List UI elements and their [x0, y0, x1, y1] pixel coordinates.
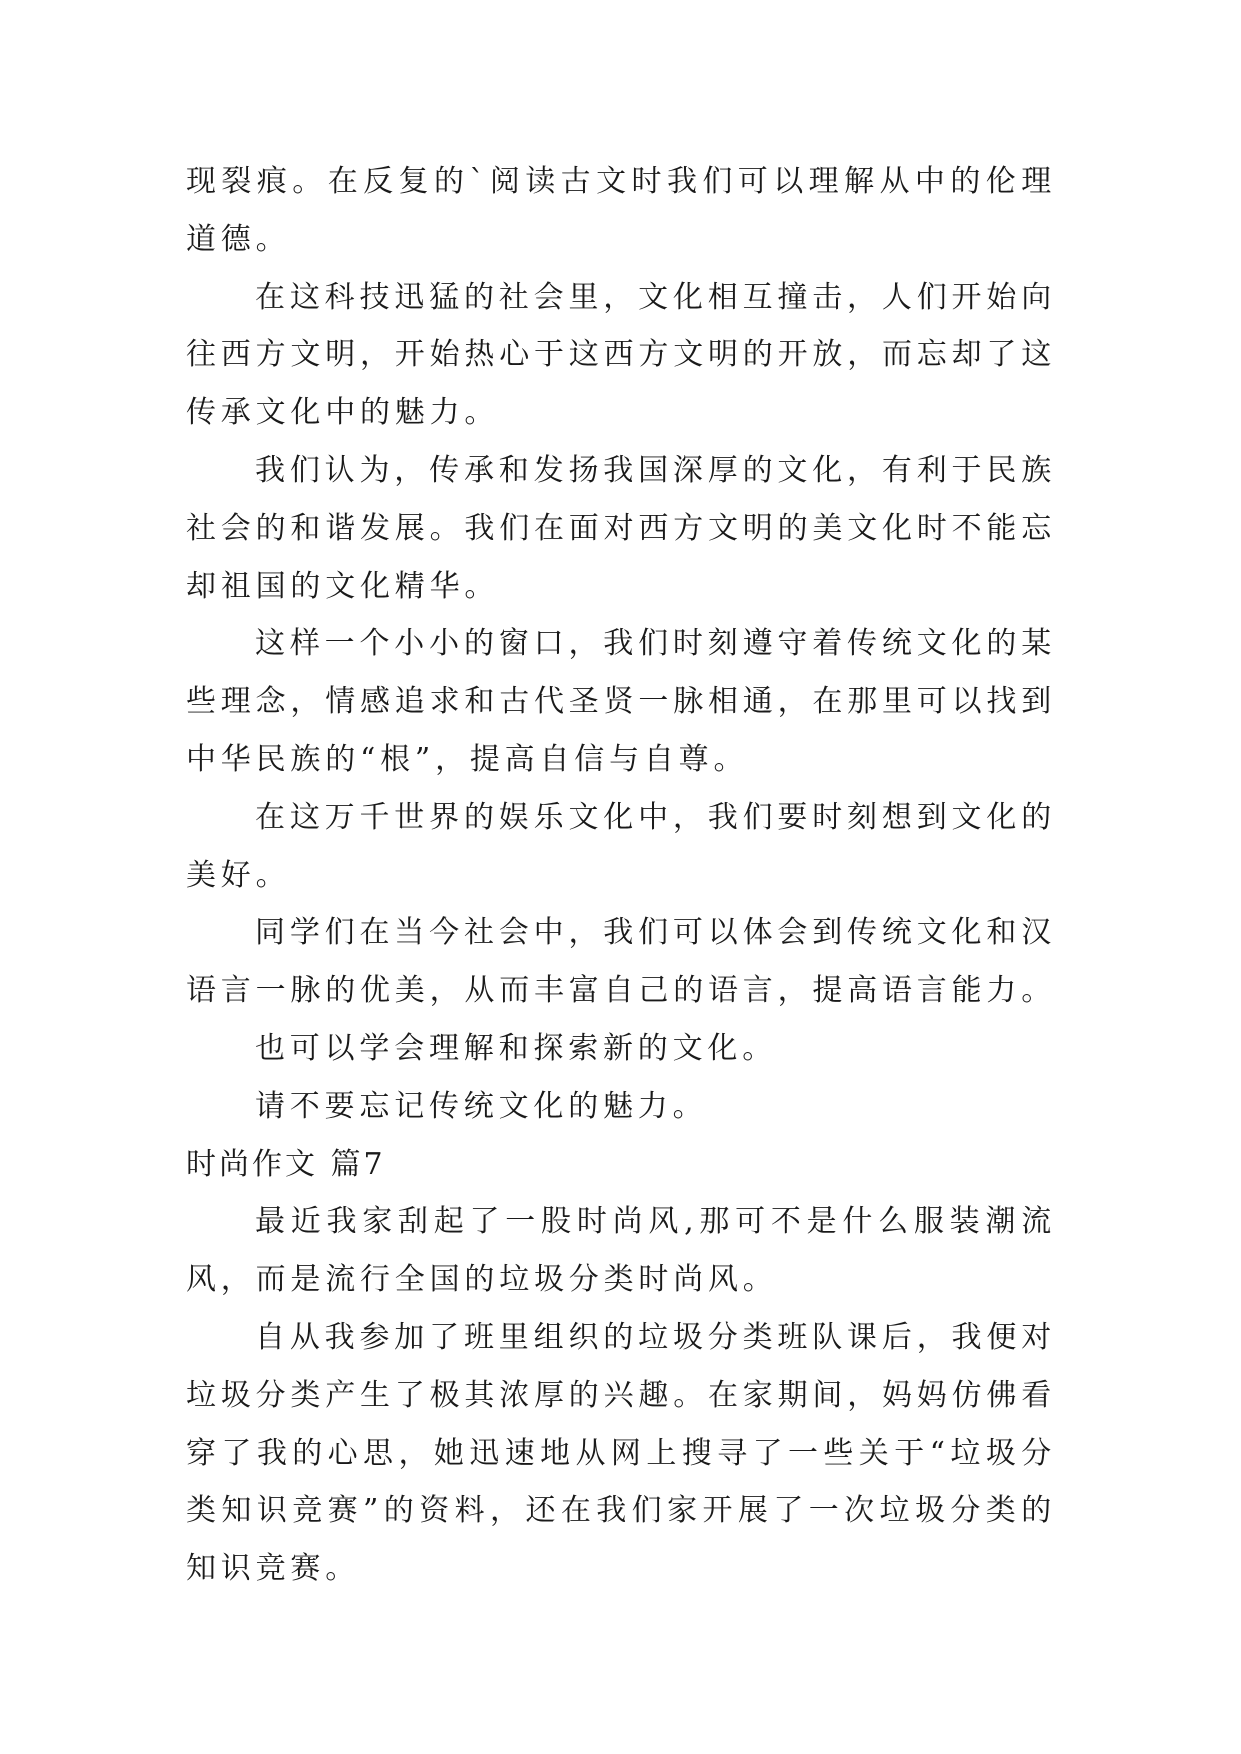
paragraph: 同学们在当今社会中，我们可以体会到传统文化和汉语言一脉的优美，从而丰富自己的语言，提高语言能力。: [186, 915, 1056, 1009]
document-body: [186, 153, 1056, 1598]
paragraph: 自从我参加了班里组织的垃圾分类班队课后，我便对垃圾分类产生了极其浓厚的兴趣。在家期间，妈妈仿佛看穿了我的心思，她迅速地从网上搜寻了一些关于“垃圾分类知识竞赛”的资料，还在我们家开展了一次垃圾分类的知识竞赛。: [186, 1319, 1056, 1587]
paragraph: 我们认为，传承和发扬我国深厚的文化，有利于民族社会的和谐发展。我们在面对西方文明的美文化时不能忘却祖国的文化精华。: [186, 452, 1056, 604]
paragraph: 也可以学会理解和探索新的文化。: [255, 1030, 777, 1066]
paragraph: 最近我家刮起了一股时尚风,那可不是什么服装潮流风，而是流行全国的垃圾分类时尚风。: [186, 1204, 1056, 1298]
section-heading: 时尚作文 篇7: [186, 1146, 386, 1182]
paragraph: 请不要忘记传统文化的魅力。: [255, 1088, 708, 1124]
paragraph: 在这科技迅猛的社会里，文化相互撞击，人们开始向往西方文明，开始热心于这西方文明的开放，而忘却了这传承文化中的魅力。: [186, 279, 1056, 431]
paragraph: 在这万千世界的娱乐文化中，我们要时刻想到文化的美好。: [186, 799, 1056, 893]
paragraph-continuation: 现裂痕。在反复的`阅读古文时我们可以理解从中的伦理道德。: [186, 164, 1056, 257]
paragraph: 这样一个小小的窗口，我们时刻遵守着传统文化的某些理念，情感追求和古代圣贤一脉相通，在那里可以找到中华民族的“根”，提高自信与自尊。: [186, 626, 1056, 777]
